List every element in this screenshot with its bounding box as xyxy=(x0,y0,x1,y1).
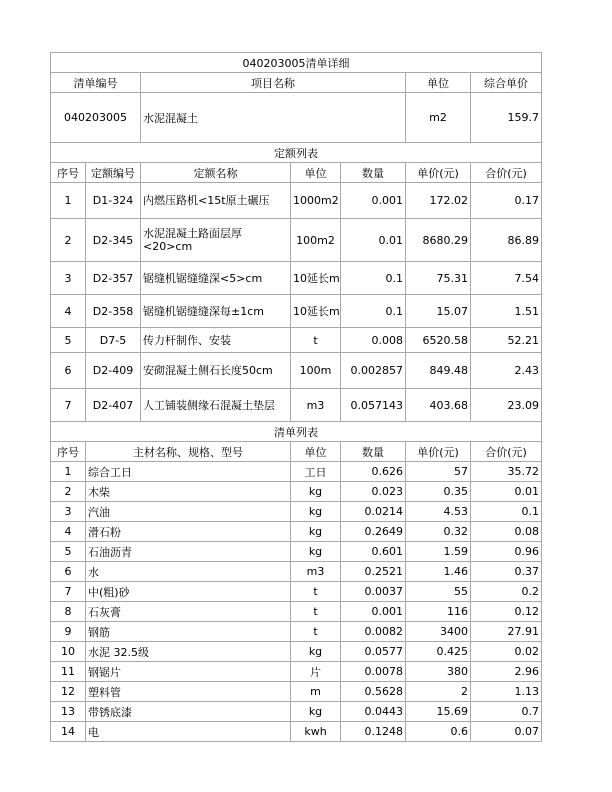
quota-total: 23.09 xyxy=(471,389,542,422)
material-total: 0.01 xyxy=(471,482,542,502)
material-unit-price: 4.53 xyxy=(406,502,471,522)
quota-seq: 5 xyxy=(51,328,86,353)
detail-table xyxy=(50,52,542,742)
quota-row xyxy=(51,295,542,328)
material-unit: 工日 xyxy=(291,462,341,482)
quota-name-header: 定额名称 xyxy=(141,163,291,183)
quota-unit: t xyxy=(291,328,341,353)
quota-section-title: 定额列表 xyxy=(51,143,542,163)
material-name: 钢筋 xyxy=(86,622,291,642)
quota-row xyxy=(51,328,542,353)
material-seq: 14 xyxy=(51,722,86,742)
quota-code-header: 定额编号 xyxy=(86,163,141,183)
quota-unit-header: 单位 xyxy=(291,163,341,183)
item-row xyxy=(51,93,542,143)
quota-code: D2-357 xyxy=(86,262,141,295)
quota-code: D7-5 xyxy=(86,328,141,353)
quota-name: 锯缝机锯缝缝深<5>cm xyxy=(141,262,291,295)
material-unit-price: 0.425 xyxy=(406,642,471,662)
material-unit-price: 2 xyxy=(406,682,471,702)
material-qty: 0.0443 xyxy=(341,702,406,722)
quota-seq: 2 xyxy=(51,219,86,262)
material-seq: 11 xyxy=(51,662,86,682)
material-row xyxy=(51,682,542,702)
material-seq: 1 xyxy=(51,462,86,482)
quota-seq: 7 xyxy=(51,389,86,422)
quota-qty: 0.01 xyxy=(341,219,406,262)
material-name: 滑石粉 xyxy=(86,522,291,542)
material-unit: kg xyxy=(291,542,341,562)
quota-unit-price: 15.07 xyxy=(406,295,471,328)
quota-seq-header: 序号 xyxy=(51,163,86,183)
material-seq: 10 xyxy=(51,642,86,662)
item-unit-header: 单位 xyxy=(406,73,471,93)
quota-unit: 100m2 xyxy=(291,219,341,262)
material-row xyxy=(51,662,542,682)
quota-code: D2-358 xyxy=(86,295,141,328)
material-seq: 4 xyxy=(51,522,86,542)
material-unit: kg xyxy=(291,522,341,542)
material-qty: 0.2521 xyxy=(341,562,406,582)
material-name: 木柴 xyxy=(86,482,291,502)
material-seq: 8 xyxy=(51,602,86,622)
quota-qty: 0.002857 xyxy=(341,353,406,389)
quota-seq: 3 xyxy=(51,262,86,295)
material-qty: 0.0577 xyxy=(341,642,406,662)
quota-qty: 0.057143 xyxy=(341,389,406,422)
quota-code: D2-407 xyxy=(86,389,141,422)
material-total-header: 合价(元) xyxy=(471,442,542,462)
quota-name: 传力杆制作、安装 xyxy=(141,328,291,353)
quota-seq: 1 xyxy=(51,183,86,219)
material-unit-price-header: 单价(元) xyxy=(406,442,471,462)
material-row xyxy=(51,482,542,502)
material-name: 汽油 xyxy=(86,502,291,522)
material-qty: 0.5628 xyxy=(341,682,406,702)
quota-section-row xyxy=(51,143,542,163)
material-row xyxy=(51,502,542,522)
material-qty: 0.0037 xyxy=(341,582,406,602)
title-row xyxy=(51,53,542,73)
material-unit-price: 55 xyxy=(406,582,471,602)
quota-seq: 4 xyxy=(51,295,86,328)
quota-total: 0.17 xyxy=(471,183,542,219)
quota-unit-price: 6520.58 xyxy=(406,328,471,353)
material-seq: 3 xyxy=(51,502,86,522)
quota-row xyxy=(51,219,542,262)
material-unit-price: 3400 xyxy=(406,622,471,642)
material-unit: t xyxy=(291,622,341,642)
material-qty: 0.001 xyxy=(341,602,406,622)
material-row xyxy=(51,542,542,562)
material-total: 0.02 xyxy=(471,642,542,662)
quota-unit-price-header: 单价(元) xyxy=(406,163,471,183)
item-code: 040203005 xyxy=(51,93,141,143)
material-qty-header: 数量 xyxy=(341,442,406,462)
item-price-header: 综合单价 xyxy=(471,73,542,93)
material-total: 0.37 xyxy=(471,562,542,582)
material-total: 1.13 xyxy=(471,682,542,702)
quota-code: D2-345 xyxy=(86,219,141,262)
material-unit-price: 380 xyxy=(406,662,471,682)
material-seq: 9 xyxy=(51,622,86,642)
quota-unit: 10延长m xyxy=(291,295,341,328)
material-unit-header: 单位 xyxy=(291,442,341,462)
quota-name: 人工铺装侧缘石混凝土垫层 xyxy=(141,389,291,422)
material-total: 0.07 xyxy=(471,722,542,742)
quota-unit-price: 8680.29 xyxy=(406,219,471,262)
quota-qty: 0.1 xyxy=(341,295,406,328)
quota-name: 锯缝机锯缝缝深每±1cm xyxy=(141,295,291,328)
quota-unit-price: 75.31 xyxy=(406,262,471,295)
material-unit-price: 0.6 xyxy=(406,722,471,742)
material-name: 中(粗)砂 xyxy=(86,582,291,602)
material-total: 0.08 xyxy=(471,522,542,542)
material-unit: kg xyxy=(291,502,341,522)
quota-name: 安砌混凝土侧石长度50cm xyxy=(141,353,291,389)
table-title: 040203005清单详细 xyxy=(51,53,542,73)
quota-unit-price: 403.68 xyxy=(406,389,471,422)
material-name-header: 主材名称、规格、型号 xyxy=(86,442,291,462)
material-qty: 0.0082 xyxy=(341,622,406,642)
material-name: 带锈底漆 xyxy=(86,702,291,722)
quota-unit-price: 172.02 xyxy=(406,183,471,219)
quota-qty: 0.001 xyxy=(341,183,406,219)
quota-total-header: 合价(元) xyxy=(471,163,542,183)
material-row xyxy=(51,622,542,642)
material-row xyxy=(51,522,542,542)
quota-total: 52.21 xyxy=(471,328,542,353)
item-header-row xyxy=(51,73,542,93)
material-total: 0.1 xyxy=(471,502,542,522)
material-row xyxy=(51,462,542,482)
material-row xyxy=(51,722,542,742)
quota-unit: 10延长m xyxy=(291,262,341,295)
quota-unit: 100m xyxy=(291,353,341,389)
material-name: 石油沥青 xyxy=(86,542,291,562)
material-total: 35.72 xyxy=(471,462,542,482)
material-unit-price: 15.69 xyxy=(406,702,471,722)
quota-qty-header: 数量 xyxy=(341,163,406,183)
quota-total: 7.54 xyxy=(471,262,542,295)
material-total: 2.96 xyxy=(471,662,542,682)
material-total: 27.91 xyxy=(471,622,542,642)
material-qty: 0.0078 xyxy=(341,662,406,682)
quota-row xyxy=(51,262,542,295)
material-unit-price: 0.32 xyxy=(406,522,471,542)
material-unit-price: 57 xyxy=(406,462,471,482)
quota-unit: 1000m2 xyxy=(291,183,341,219)
material-name: 钢锯片 xyxy=(86,662,291,682)
material-seq: 5 xyxy=(51,542,86,562)
material-name: 电 xyxy=(86,722,291,742)
material-unit: kg xyxy=(291,482,341,502)
quota-qty: 0.1 xyxy=(341,262,406,295)
quota-total: 2.43 xyxy=(471,353,542,389)
material-unit: kwh xyxy=(291,722,341,742)
material-seq: 13 xyxy=(51,702,86,722)
material-name: 综合工日 xyxy=(86,462,291,482)
material-qty: 0.0214 xyxy=(341,502,406,522)
material-unit-price: 1.46 xyxy=(406,562,471,582)
material-unit: kg xyxy=(291,642,341,662)
quota-seq: 6 xyxy=(51,353,86,389)
quota-header-row xyxy=(51,163,542,183)
material-unit: t xyxy=(291,602,341,622)
material-unit-price: 1.59 xyxy=(406,542,471,562)
material-total: 0.7 xyxy=(471,702,542,722)
quota-name: 内燃压路机<15t原土碾压 xyxy=(141,183,291,219)
quota-code: D2-409 xyxy=(86,353,141,389)
quota-row xyxy=(51,183,542,219)
material-seq: 6 xyxy=(51,562,86,582)
material-row xyxy=(51,642,542,662)
material-qty: 0.1248 xyxy=(341,722,406,742)
quota-unit-price: 849.48 xyxy=(406,353,471,389)
material-unit: kg xyxy=(291,702,341,722)
material-unit: 片 xyxy=(291,662,341,682)
material-qty: 0.2649 xyxy=(341,522,406,542)
quota-row xyxy=(51,353,542,389)
material-total: 0.96 xyxy=(471,542,542,562)
material-qty: 0.601 xyxy=(341,542,406,562)
material-qty: 0.626 xyxy=(341,462,406,482)
material-unit: t xyxy=(291,582,341,602)
material-section-row xyxy=(51,422,542,442)
item-name-header: 项目名称 xyxy=(141,73,406,93)
material-name: 水泥 32.5级 xyxy=(86,642,291,662)
item-unit: m2 xyxy=(406,93,471,143)
quota-qty: 0.008 xyxy=(341,328,406,353)
material-seq: 2 xyxy=(51,482,86,502)
material-seq-header: 序号 xyxy=(51,442,86,462)
material-qty: 0.023 xyxy=(341,482,406,502)
material-seq: 7 xyxy=(51,582,86,602)
item-price: 159.7 xyxy=(471,93,542,143)
material-name: 石灰膏 xyxy=(86,602,291,622)
material-row xyxy=(51,602,542,622)
item-code-header: 清单编号 xyxy=(51,73,141,93)
material-name: 水 xyxy=(86,562,291,582)
material-unit-price: 116 xyxy=(406,602,471,622)
quota-unit: m3 xyxy=(291,389,341,422)
quota-name: 水泥混凝土路面层厚<20>cm xyxy=(141,219,291,262)
material-header-row xyxy=(51,442,542,462)
quota-row xyxy=(51,389,542,422)
quota-total: 86.89 xyxy=(471,219,542,262)
material-section-title: 清单列表 xyxy=(51,422,542,442)
material-unit: m xyxy=(291,682,341,702)
material-total: 0.2 xyxy=(471,582,542,602)
material-seq: 12 xyxy=(51,682,86,702)
material-row xyxy=(51,702,542,722)
material-total: 0.12 xyxy=(471,602,542,622)
material-row xyxy=(51,562,542,582)
material-row xyxy=(51,582,542,602)
material-name: 塑料管 xyxy=(86,682,291,702)
item-name: 水泥混凝土 xyxy=(141,93,406,143)
material-unit-price: 0.35 xyxy=(406,482,471,502)
quota-code: D1-324 xyxy=(86,183,141,219)
quota-total: 1.51 xyxy=(471,295,542,328)
material-unit: m3 xyxy=(291,562,341,582)
